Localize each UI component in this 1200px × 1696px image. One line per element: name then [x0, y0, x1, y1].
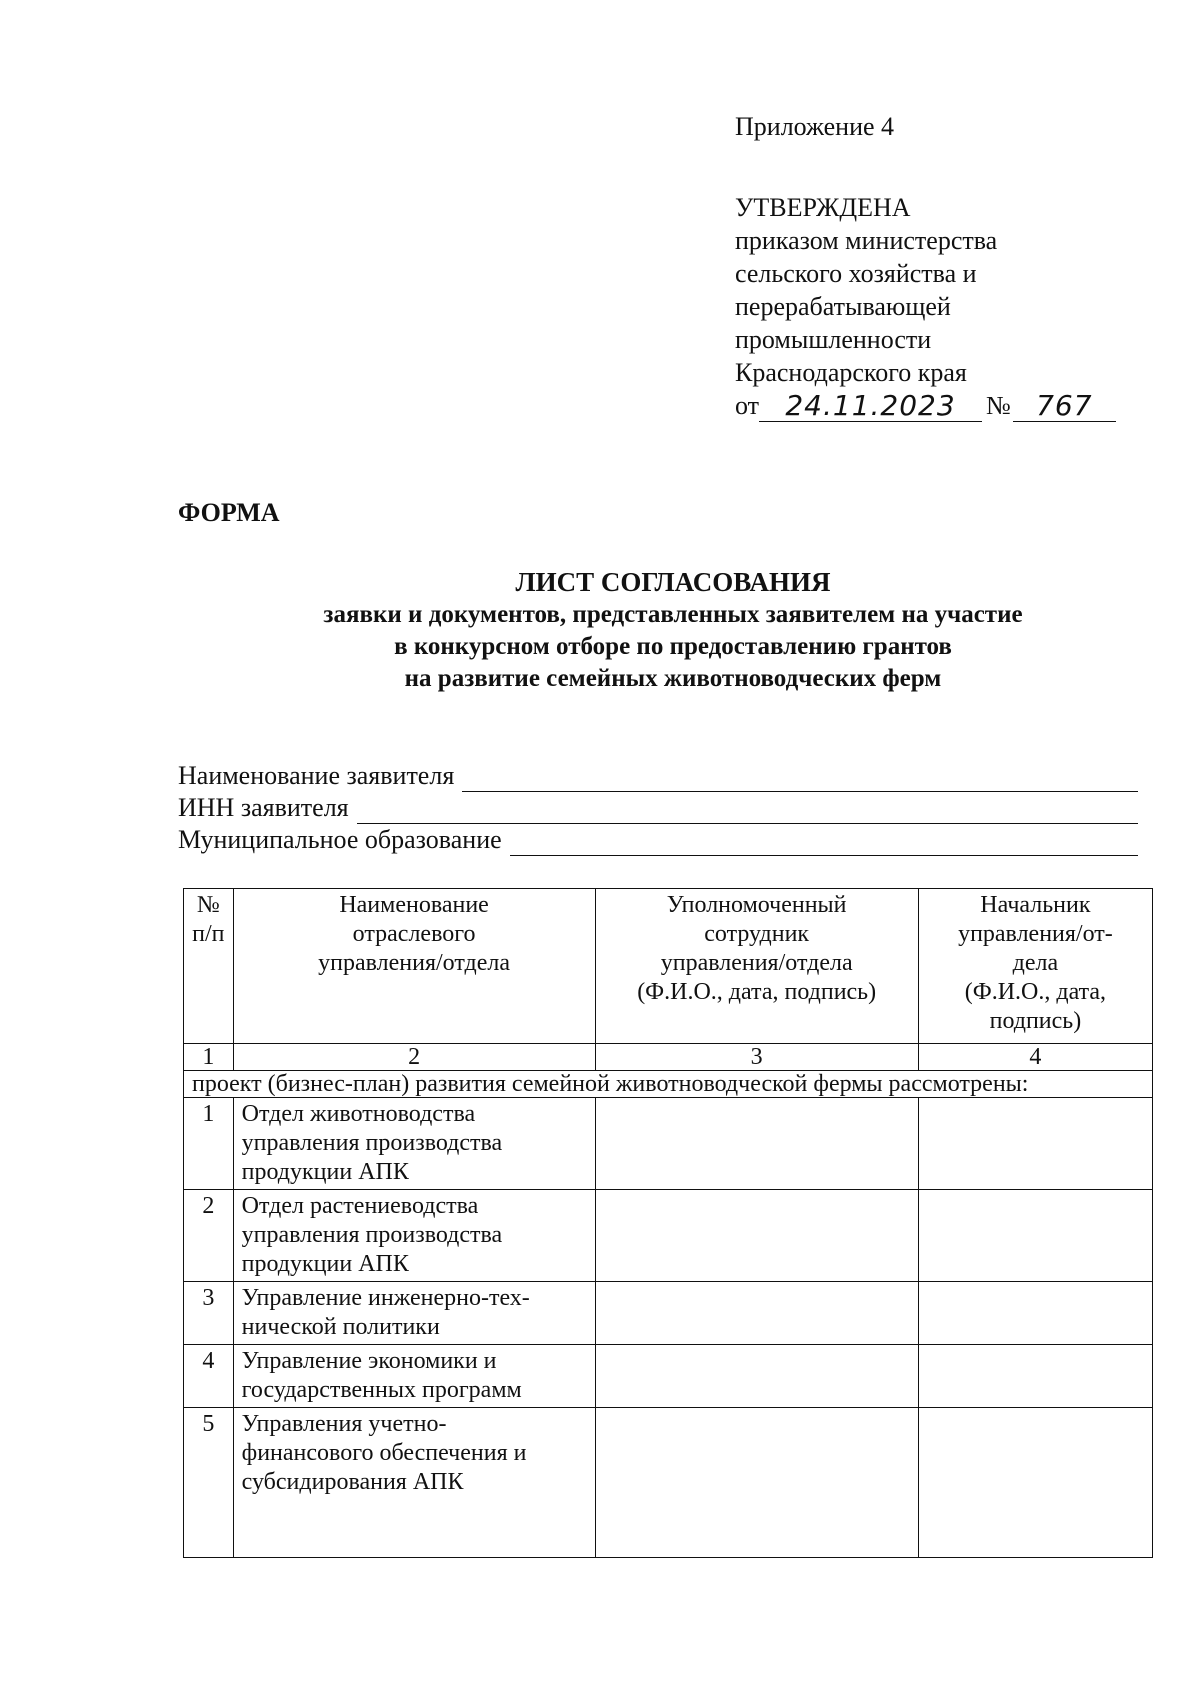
approval-block: [735, 110, 1116, 422]
appendix-label: Приложение 4: [735, 112, 895, 141]
field-blank[interactable]: [510, 831, 1138, 856]
number-sign: №: [986, 391, 1011, 420]
head-signature-cell[interactable]: [918, 1098, 1152, 1190]
document-title: [178, 565, 1168, 695]
table-row: [184, 1408, 1153, 1558]
column-number: 3: [595, 1044, 918, 1071]
column-number: 2: [233, 1044, 595, 1071]
approval-line: сельского хозяйства и: [735, 259, 977, 288]
employee-signature-cell[interactable]: [595, 1408, 918, 1558]
row-number: 1: [184, 1098, 234, 1190]
department-name: Управления учетно- финансового обеспечения и субсидирования АПК: [233, 1408, 595, 1558]
head-signature-cell[interactable]: [918, 1282, 1152, 1345]
head-signature-cell[interactable]: [918, 1190, 1152, 1282]
title-main: ЛИСТ СОГЛАСОВАНИЯ: [515, 567, 831, 597]
field-blank[interactable]: [462, 767, 1138, 792]
title-sub-line: в конкурсном отборе по предоставлению грантов: [394, 633, 952, 660]
row-number: 5: [184, 1408, 234, 1558]
header-cell: Наименование отраслевого управления/отдела: [233, 889, 595, 1044]
head-signature-cell[interactable]: [918, 1345, 1152, 1408]
from-label: от: [735, 391, 760, 420]
department-name: Управление инженерно-тех- нической политики: [233, 1282, 595, 1345]
approved-label: УТВЕРЖДЕНА: [735, 193, 911, 222]
applicant-fields: [178, 760, 1138, 856]
header-cell: Начальник управления/от- дела (Ф.И.О., дата, подпись): [918, 889, 1152, 1044]
title-sub-line: заявки и документов, представленных заявителем на участие: [323, 601, 1023, 628]
order-date: 24.11.2023: [759, 391, 982, 422]
field-label: Наименование заявителя: [178, 761, 455, 790]
employee-signature-cell[interactable]: [595, 1345, 918, 1408]
column-number: 1: [184, 1044, 234, 1071]
employee-signature-cell[interactable]: [595, 1190, 918, 1282]
approval-line: Краснодарского края: [735, 358, 967, 387]
approval-line: приказом министерства: [735, 226, 998, 255]
row-number: 3: [184, 1282, 234, 1345]
applicant-name-field[interactable]: [178, 760, 1138, 792]
section-row: [184, 1071, 1153, 1098]
title-sub-line: на развитие семейных животноводческих ферм: [404, 665, 942, 692]
order-number: 767: [1013, 391, 1116, 422]
approval-table: [183, 888, 1153, 1558]
employee-signature-cell[interactable]: [595, 1098, 918, 1190]
department-name: Отдел растениеводства управления производства продукции АПК: [233, 1190, 595, 1282]
form-label: ФОРМА: [178, 498, 280, 527]
field-label: ИНН заявителя: [178, 793, 349, 822]
field-blank[interactable]: [357, 799, 1138, 824]
order-line: [735, 389, 1116, 422]
row-number: 4: [184, 1345, 234, 1408]
department-name: Управление экономики и государственных программ: [233, 1345, 595, 1408]
employee-signature-cell[interactable]: [595, 1282, 918, 1345]
row-number: 2: [184, 1190, 234, 1282]
section-heading: проект (бизнес-план) развития семейной животноводческой фермы рассмотрены:: [184, 1071, 1153, 1098]
column-number: 4: [918, 1044, 1152, 1071]
department-name: Отдел животноводства управления производства продукции АПК: [233, 1098, 595, 1190]
applicant-inn-field[interactable]: [178, 792, 1138, 824]
table-row: [184, 1098, 1153, 1190]
table-row: [184, 1190, 1153, 1282]
column-number-row: [184, 1044, 1153, 1071]
head-signature-cell[interactable]: [918, 1408, 1152, 1558]
table-row: [184, 1282, 1153, 1345]
header-cell: Уполномоченный сотрудник управления/отдела (Ф.И.О., дата, подпись): [595, 889, 918, 1044]
table-header-row: [184, 889, 1153, 1044]
table-row: [184, 1345, 1153, 1408]
field-label: Муниципальное образование: [178, 825, 502, 854]
municipality-field[interactable]: [178, 824, 1138, 856]
approval-line: перерабатывающей: [735, 292, 951, 321]
approval-line: промышленности: [735, 325, 932, 354]
header-cell: № п/п: [184, 889, 234, 1044]
